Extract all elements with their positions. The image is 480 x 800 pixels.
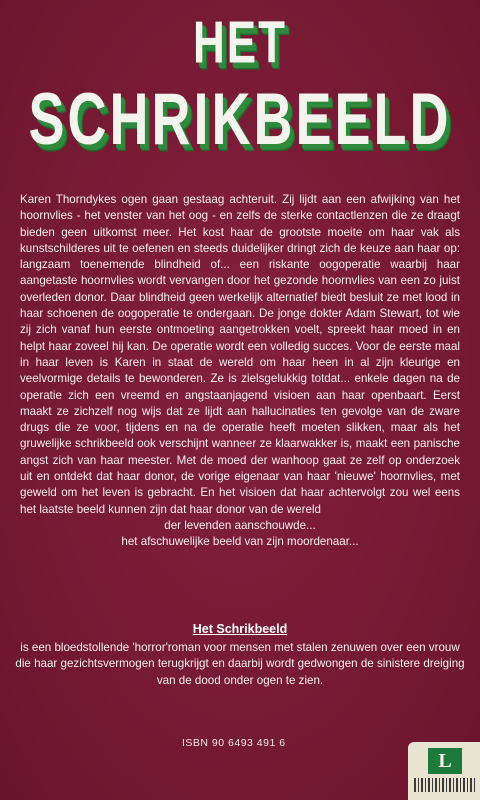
cover-title-line-2: SCHRIKBEELD bbox=[28, 79, 452, 161]
blurb-centered-line-2: het afschuwelijke beeld van zijn moordenaar... bbox=[121, 535, 359, 549]
blurb-paragraph: Karen Thorndykes ogen gaan gestaag achteruit. Zij lijdt aan een afwijking van het hoornvlies - het venster van het oog - en zelfs de sterke contactlenzen die ze draagt bieden geen uitkomst meer. Het kost haar de grootste moeite om haar vak als kunstschilderes uit te oefenen en steeds duidelijker dringt zich de keuze aan haar op: langzaam toenemende blindheid of... een riskante oogoperatie waarbij haar aangetaste hoornvlies wordt vervangen door het gezonde hoornvlies van een zo juist overleden donor. Daar blindheid geen werkelijk alternatief biedt besluit ze met lood in haar schoenen de oogoperatie te ondergaan. De jonge dokter Adam Stewart, tot wie zij zich vanaf hun eerste ontmoeting aangetrokken voelt, spreekt haar moed in en helpt haar zoveel hij kan. De operatie wordt een volledig succes. Voor de eerste maal in haar leven is Karen in staat de wereld om haar heen in al zijn kleurige en veelvormige details te bewonderen. Ze is zielsgelukkig totdat... enkele dagen na de operatie zich een vreemd en angstaanjagend visioen aan haar openbaart. Eerst maakt ze zichzelf nog wijs dat ze lijdt aan hallucinaties ten gevolge van de zware drugs die ze voor, tijdens en na de operatie heeft moeten slikken, maar als het gruwelijke schrikbeeld ook verschijnt wanneer ze klaarwakker is, maakt een panische angst zich van haar meester. Met de moed der wanhoop gaat ze zelf op onderzoek uit en ontdekt dat haar donor, de vorige eigenaar van haar 'nieuwe' hoornvlies, met geweld om het leven is gebracht. En het visioen dat haar achtervolgt zou wel eens het laatste beeld kunnen zijn dat haar donor van de wereld bbox=[20, 193, 460, 516]
blurb-centered-line-1: der levenden aanschouwde... bbox=[164, 518, 316, 532]
barcode-icon bbox=[414, 778, 476, 792]
isbn-number: ISBN 90 6493 491 6 bbox=[182, 737, 286, 749]
promo-book-title: Het Schrikbeeld bbox=[192, 622, 288, 636]
barcode-sticker bbox=[408, 742, 480, 800]
promo-tagline: is een bloedstollende 'horror'roman voor mensen met stalen zenuwen over een vrouw die haar gezichtsvermogen terugkrijgt en daarbij wordt gedwongen de sinistere dreiging van de dood onder ogen te zien. bbox=[15, 641, 465, 687]
back-cover-blurb bbox=[20, 192, 460, 551]
cover-title-line-1: HET bbox=[193, 10, 287, 77]
store-logo-icon: L bbox=[428, 748, 462, 774]
